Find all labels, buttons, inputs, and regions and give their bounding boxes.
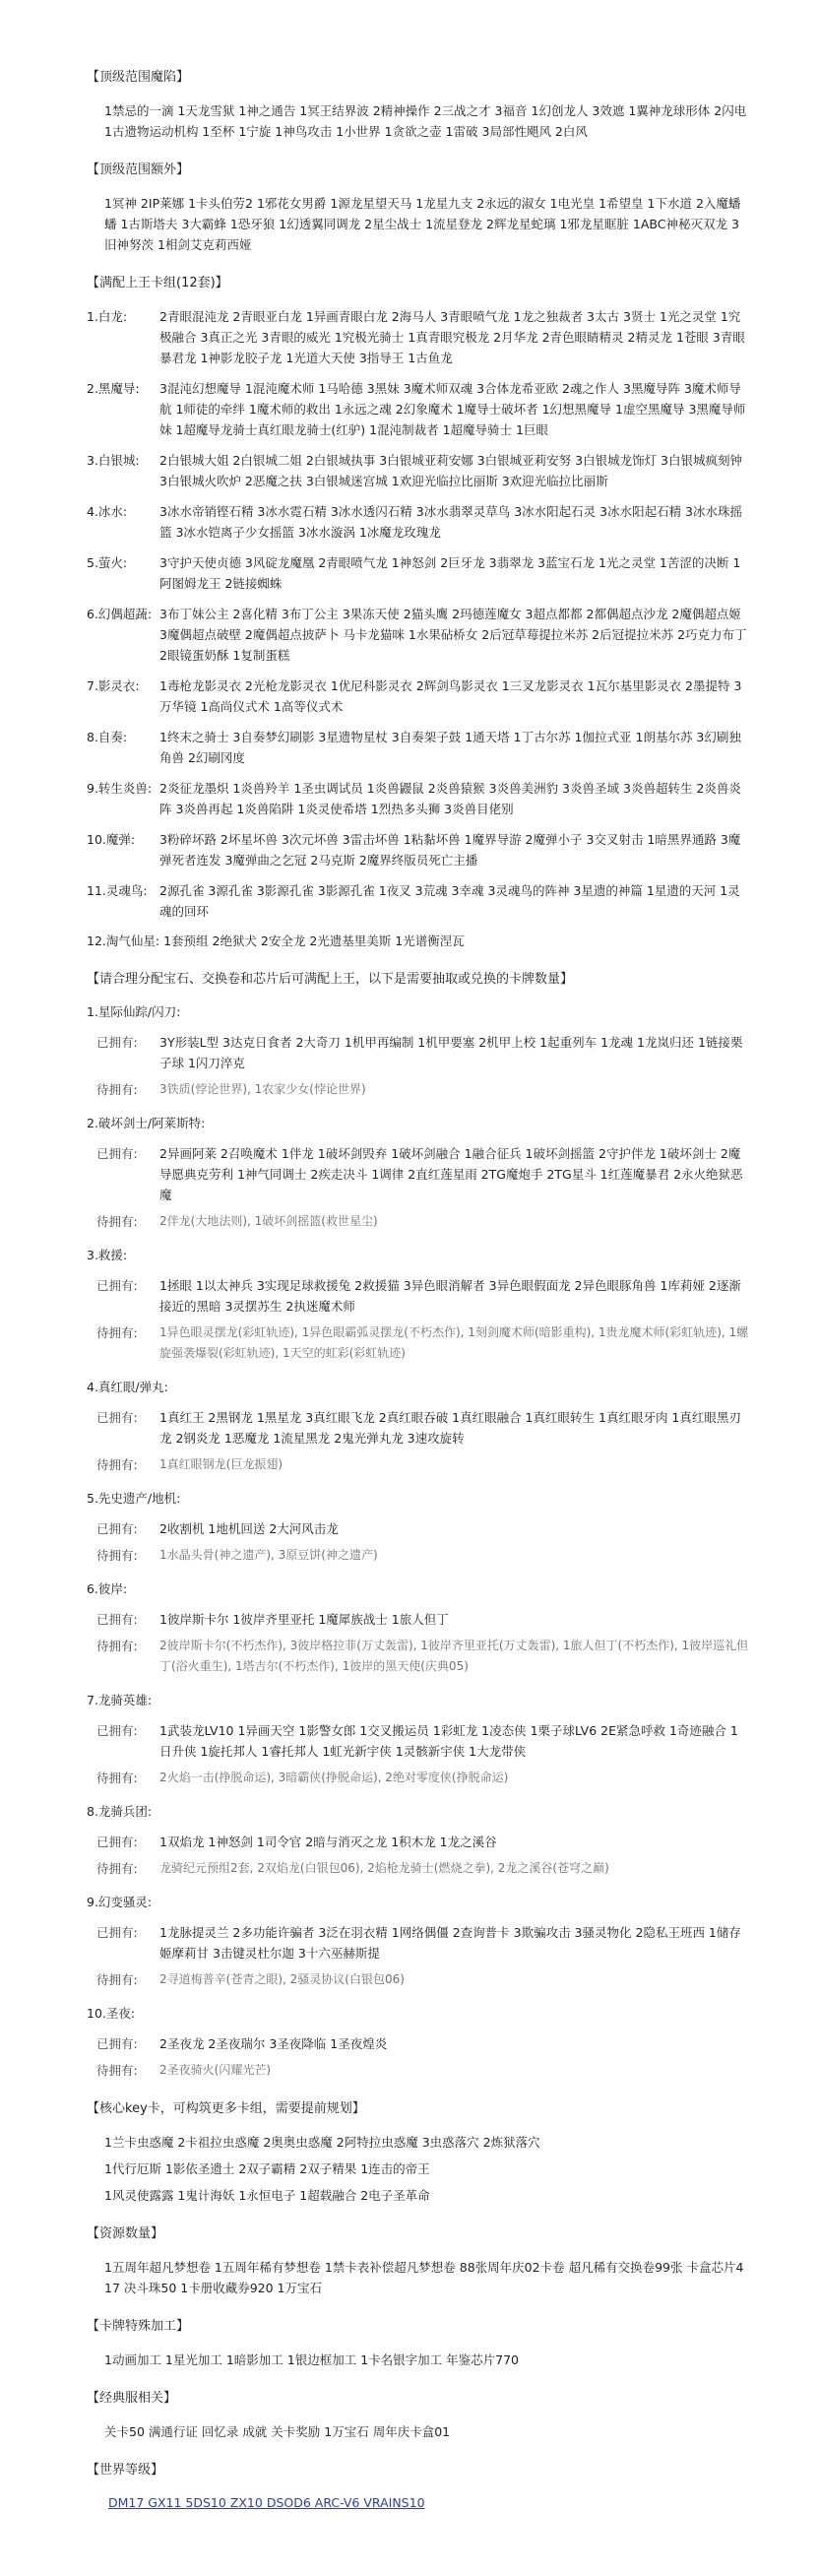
character-cards: 3混沌幻想魔导 1混沌魔术师 1马哈德 3黑妹 3魔术师双魂 3合体龙希亚欧 2魂之作人 3黑魔导阵 3魔术师导航 1师徒的牵绊 1魔术师的救出 1永远之魂 2幻象魔术 1魔导士破坏者 1幻想黑魔导 1虚空黑魔导 3黑魔导师妹 1超魔导龙骑士真红眼龙骑士(红驴) 1混沌制裁者 1超魔导骑士 1巨眼	[159, 381, 746, 437]
owned-label: 已拥有:	[96, 1035, 138, 1050]
owned-label: 已拥有:	[96, 1723, 138, 1738]
owned-value: 2异画阿莱 2召唤魔术 1伴龙 1破坏剑毁弃 1破坏剑融合 1融合征兵 1破坏剑摇篮 2守护伴龙 1破坏剑士 2魔导愿典克劳利 1神气同调士 2疾走决斗 1调律 2直红莲星雨 2TG魔炮手 2TG星斗 1红莲魔暴君 2永火绝狱恶魔	[159, 1146, 743, 1202]
exchange-title: 6.彼岸:	[87, 1581, 128, 1596]
character-cards: 3守护天使贞德 3风碇龙魔凰 2青眼喷气龙 1神怒剑 2巨牙龙 3翡翠龙 3蓝宝石龙 1光之灵堂 1苦涩的决断 1阿图姆龙王 2链接蜘蛛	[159, 555, 741, 591]
want-label: 待拥有:	[96, 1548, 138, 1563]
want-row	[96, 1454, 750, 1475]
section-top-extra	[87, 161, 750, 255]
want-label: 待拥有:	[96, 2063, 138, 2078]
owned-value: 1武装龙LV10 1异画天空 1影警女郎 1交叉搬运员 1彩虹龙 1凌态侠 1栗子球LV6 2E紧急呼救 1奇迹融合 1日升侠 1旋托邦人 1睿托邦人 1虹光新宇侠 1灵骸新宇侠 1大龙带侠	[159, 1723, 738, 1759]
want-value: 3铁质(悖论世界), 1农家少女(悖论世界)	[159, 1082, 366, 1096]
character-name: 11.灵魂鸟:	[87, 883, 148, 898]
owned-row	[96, 1407, 750, 1449]
want-row	[96, 1768, 750, 1788]
character-row	[87, 450, 750, 491]
exchange-title: 2.破坏剑士/阿莱斯特:	[87, 1116, 206, 1130]
character-name: 2.黑魔导:	[87, 381, 140, 396]
character-cards: 3粉碎坏路 2坏星坏兽 3次元坏兽 3雷击坏兽 1粘黏坏兽 1魔界导游 2魔弹小子 3交叉射击 1暗黑界通路 3魔弹死者连发 3魔弹曲之乞冠 2马克斯 2魔界终版员死亡主播	[159, 832, 741, 868]
want-value: 2火焰一击(挣脱命运), 3暗霸侠(挣脱命运), 2绝对零度侠(挣脱命运)	[159, 1771, 509, 1784]
character-cards: 2炎征龙墨炽 1炎兽羚羊 1圣虫调试员 1炎兽鼹鼠 2炎兽猿猴 3炎兽美洲豹 3炎兽圣域 3炎兽超转生 2炎兽炎阵 3炎兽再起 1炎兽陷阱 1炎灵使希塔 1烈热多头狮 3炎兽目佬别	[159, 781, 741, 816]
want-label: 待拥有:	[96, 1639, 138, 1653]
want-value: 1真红眼钢龙(巨龙振翅)	[159, 1457, 283, 1471]
owned-label: 已拥有:	[96, 1146, 138, 1161]
want-label: 待拥有:	[96, 1861, 138, 1876]
owned-label: 已拥有:	[96, 1278, 138, 1293]
exchange-title: 9.幻变骚灵:	[87, 1895, 153, 1909]
character-row	[87, 778, 750, 819]
section-special	[87, 2318, 750, 2370]
character-row	[87, 501, 750, 543]
owned-row	[96, 1720, 750, 1762]
character-cards: 2青眼混沌龙 2青眼亚白龙 1异画青眼白龙 2海马人 3青眼喷气龙 1龙之独裁者 3太古 3贤士 1光之灵堂 1究极融合 3真正之光 3青眼的威光 1究极光骑士 1真青眼究极龙 2月华龙 2青色眼睛精灵 2精灵龙 1苍眼 3青眼暴君龙 1神影龙胶子龙 1光道大天使 3指导王 1古鱼龙	[159, 309, 745, 365]
section-top-spells	[87, 69, 750, 142]
section-title: 【卡牌特殊加工】	[87, 2319, 190, 2334]
want-row	[96, 1969, 750, 1990]
owned-label: 已拥有:	[96, 1835, 138, 1849]
section-title: 【满配上王卡组(12套)】	[87, 276, 228, 290]
owned-row	[96, 1832, 750, 1852]
exchange-block	[87, 1002, 750, 1100]
want-row	[96, 2060, 750, 2081]
owned-row	[96, 1609, 750, 1630]
character-name: 1.白龙:	[87, 309, 128, 324]
owned-value: 1拯眼 1以太神兵 3实现足球救援兔 2救援猫 3异色眼消解者 3异色眼假面龙 2异色眼豚角兽 1库莉娅 2逐渐接近的黑暗 3灵摆苏生 2执迷魔术师	[159, 1278, 741, 1314]
character-name: 8.自奏:	[87, 730, 128, 744]
exchange-title: 8.龙骑兵团:	[87, 1804, 153, 1819]
want-row	[96, 1858, 750, 1879]
character-row	[87, 880, 750, 922]
exchange-title: 4.真红眼/弹丸:	[87, 1380, 168, 1394]
section-key-cards	[87, 2100, 750, 2206]
owned-row	[96, 1275, 750, 1317]
section-title: 【顶级范围额外】	[87, 162, 190, 177]
exchange-title: 10.圣夜:	[87, 2006, 136, 2021]
owned-value: 1双焰龙 1神怒剑 1司令官 2暗与消灭之龙 1积木龙 1龙之溪谷	[159, 1835, 497, 1849]
character-cards: 2白银城大姐 2白银城二姐 2白银城执事 3白银城亚莉安娜 3白银城亚莉安努 3白银城龙饰灯 3白银城疯刻钟 3白银城火吹炉 2恶魔之扶 3白银城迷宫城 1欢迎光临拉比丽斯 3欢迎光临拉比丽斯	[159, 453, 743, 488]
owned-value: 1彼岸斯卡尔 1彼岸齐里亚托 1魔犀族战士 1旅人但丁	[159, 1612, 449, 1627]
section-resources	[87, 2225, 750, 2298]
want-label: 待拥有:	[96, 1972, 138, 1987]
want-value: 1水晶头骨(神之遗产), 3原豆饼(神之遗产)	[159, 1548, 378, 1562]
character-cards: 2源孔雀 3源孔雀 3影源孔雀 3影源孔雀 1夜叉 3荒魂 3幸魂 3灵魂鸟的阵神 3星遗的神篇 1星遗的天河 1灵魂的回环	[159, 883, 740, 919]
section-text: 1动画加工 1星光加工 1暗影加工 1银边框加工 1卡名银字加工 年鉴芯片770	[104, 2352, 519, 2367]
character-row	[87, 676, 750, 717]
owned-value: 2收割机 1地机回送 2大河风击龙	[159, 1521, 339, 1536]
exchange-title: 5.先史遗产/地机:	[87, 1491, 181, 1506]
character-cards: 1终末之骑士 3自奏梦幻刷影 3星遗物星杖 3自奏架子鼓 1通天塔 1丁古尔苏 1伽拉式亚 1朗基尔苏 3幻刷独角兽 2幻刷冈度	[159, 730, 741, 765]
owned-row	[96, 2033, 750, 2054]
character-name: 6.幻偶超蔬:	[87, 607, 153, 621]
want-value: 2寻道梅普辛(苍青之眼), 2骚灵协议(白银包06)	[159, 1972, 405, 1986]
want-row	[96, 1322, 750, 1364]
owned-value: 1真红王 2黑钢龙 1黑星龙 3真红眼飞龙 2真红眼吞破 1真红眼融合 1真红眼转生 1真红眼牙肉 1真红眼黑刃龙 2钢炎龙 1恶魔龙 1流星黑龙 2鬼光弹丸龙 3速攻旋转	[159, 1410, 741, 1446]
character-row	[87, 306, 750, 368]
want-row	[96, 1545, 750, 1566]
owned-label: 已拥有:	[96, 1925, 138, 1940]
owned-value: 2圣夜龙 2圣夜瑞尔 3圣夜降临 1圣夜煌炎	[159, 2036, 388, 2051]
exchange-block	[87, 1579, 750, 1677]
owned-label: 已拥有:	[96, 2036, 138, 2051]
character-row	[87, 604, 750, 666]
section-title: 【世界等级】	[87, 2463, 164, 2478]
section-text: 1风灵使露露 1鬼计海妖 1永恒电子 1超载融合 2电子圣革命	[104, 2188, 430, 2203]
want-row	[96, 1079, 750, 1100]
section-rank	[87, 2462, 750, 2513]
character-cards: 3冰水帝销铿石精 3冰水霓石精 3冰水透闪石精 3冰水翡翠灵草鸟 3冰水阳起石灵 3冰水阳起石精 3冰水珠摇篮 3冰水铠离子少女摇篮 3冰水漩涡 1冰魔龙玫瑰龙	[159, 504, 743, 540]
want-row	[96, 1636, 750, 1677]
section-classic	[87, 2390, 750, 2442]
want-label: 待拥有:	[96, 1214, 138, 1229]
character-name: 7.影灵衣:	[87, 678, 140, 693]
character-name: 3.白银城:	[87, 453, 140, 468]
character-row	[87, 552, 750, 594]
character-name: 10.魔弹:	[87, 832, 136, 847]
character-name: 5.萤火:	[87, 555, 128, 570]
exchange-block	[87, 1691, 750, 1788]
want-value: 1异色眼灵摆龙(彩虹轨迹), 1异色眼霸弧灵摆龙(不朽杰作), 1刻剑魔术师(暗影重构), 1贵龙魔术师(彩虹轨迹), 1螺旋强袭爆裂(彩虹轨迹), 1天空的虹彩(彩虹轨迹)	[159, 1325, 749, 1360]
want-value: 2彼岸斯卡尔(不朽杰作), 3彼岸格拉菲(万丈轰雷), 1彼岸齐里亚托(万丈轰雷), 1旅人但丁(不朽杰作), 1彼岸巡礼但丁(浴火重生), 1塔吉尔(不朽杰作), 1彼岸的黑天使(庆典05)	[159, 1639, 749, 1673]
exchange-title: 3.救援:	[87, 1248, 128, 1262]
want-value: 2圣夜骑火(闪耀光芒)	[159, 2063, 271, 2077]
section-exchange	[87, 971, 750, 2081]
want-row	[96, 1211, 750, 1232]
character-row	[87, 378, 750, 440]
section-text: 1禁忌的一滴 1天龙雪狱 1神之通告 1冥王结界波 2精神操作 2三战之才 3福音 1幻创龙人 3效遮 1翼神龙球形体 2闪电 1古遗物运动机构 1至杯 1宁旋 1神鸟攻击 1小世界 1贪欲之壶 1雷破 3局部性飓风 2白风	[104, 103, 747, 139]
character-line-12: 12.淘气仙星: 1套预组 2绝狱犬 2安全龙 2光遗基里美斯 1光谱衡涅瓦	[87, 934, 465, 948]
exchange-block	[87, 1893, 750, 1990]
section-title: 【核心key卡，可构筑更多卡组，需要提前规划】	[87, 2101, 365, 2116]
section-text: 1代行厄斯 1影依圣遗土 2双子霸精 2双子精果 1连击的帝王	[104, 2161, 430, 2176]
section-title: 【请合理分配宝石、交换卷和芯片后可满配上王，以下是需要抽取或兑换的卡牌数量】	[87, 972, 574, 987]
exchange-title: 7.龙骑英雄:	[87, 1693, 153, 1707]
owned-row	[96, 1922, 750, 1964]
section-text: 关卡50 满通行证 回忆录 成就 关卡奖励 1万宝石 周年庆卡盒01	[104, 2424, 451, 2439]
character-cards: 3布丁妹公主 2喜化精 3布丁公主 3果冻天使 2猫头鹰 2玛德莲魔女 3超点都都 2都偶超点沙龙 2魔偶超点姬 3魔偶超点破壁 2魔偶超点披萨卜 马卡龙猫咪 1水果砧桥女 2后冠草莓提拉米苏 2后冠提拉米苏 2巧克力布丁 2眼镜蛋奶酥 1复制蛋糕	[159, 607, 747, 663]
section-characters	[87, 275, 750, 951]
exchange-block	[87, 1246, 750, 1364]
section-text: 1冥神 2IP莱娜 1卡头伯劳2 1邪花女男爵 1源龙星望天马 1龙星九支 2永远的淑女 1电光皇 1希望皇 1下水道 2入魔蟠蟠 1古斯塔夫 3大霸蜂 1恐牙狼 1幻透翼同调龙 2星尘战士 1流星登龙 2辉龙星蛇璃 1邪龙星眶脏 1ABC神秘灭双龙 3旧神努茨 1相剑艾克莉西娅	[104, 196, 741, 252]
owned-row	[96, 1518, 750, 1539]
section-text: 1兰卡虫惑魔 2卡祖拉虫惑魔 2奥奥虫惑魔 2阿特拉虫惑魔 3虫惑落穴 2炼狱落穴	[104, 2135, 540, 2150]
owned-label: 已拥有:	[96, 1410, 138, 1425]
exchange-block	[87, 2004, 750, 2081]
exchange-title: 1.星际仙踪/闪刀:	[87, 1004, 181, 1019]
section-text: 1五周年超凡梦想卷 1五周年稀有梦想卷 1禁卡表补偿超凡梦想卷 88张周年庆02卡卷 超凡稀有交换卷99张 卡盒芯片417 决斗珠50 1卡册收藏券920 1万宝石	[104, 2260, 744, 2295]
want-label: 待拥有:	[96, 1325, 138, 1340]
character-name: 9.转生炎兽:	[87, 781, 153, 796]
owned-label: 已拥有:	[96, 1521, 138, 1536]
owned-value: 1龙脉提灵兰 2多功能许骗者 3泛在羽衣精 1网络偶僵 2查询普卡 3欺骗攻击 3骚灵物化 2隐私王班西 1储存姬摩莉甘 3击键灵杜尔迦 3十六巫赫斯提	[159, 1925, 741, 1961]
character-row	[87, 727, 750, 768]
want-label: 待拥有:	[96, 1457, 138, 1472]
want-value: 龙骑纪元预组2套, 2双焰龙(白银包06), 2焰枪龙骑士(燃烧之拳), 2龙之溪谷(苍穹之巅)	[159, 1861, 609, 1875]
exchange-block	[87, 1489, 750, 1566]
owned-value: 3Y形装L型 3达克日食者 2大奇刀 1机甲再编制 1机甲要塞 2机甲上校 1起重列车 1龙魂 1龙岚归还 1链接栗子球 1闪刀淬克	[159, 1035, 743, 1070]
rank-text: DM17 GX11 5DS10 ZX10 DSOD6 ARC-V6 VRAINS10	[108, 2495, 425, 2510]
want-label: 待拥有:	[96, 1771, 138, 1785]
owned-row	[96, 1143, 750, 1205]
exchange-block	[87, 1378, 750, 1475]
section-title: 【经典服相关】	[87, 2391, 177, 2406]
exchange-block	[87, 1114, 750, 1232]
character-row	[87, 829, 750, 870]
exchange-block	[87, 1802, 750, 1879]
owned-label: 已拥有:	[96, 1612, 138, 1627]
want-value: 2伴龙(大地法则), 1破坏剑摇篮(救世星尘)	[159, 1214, 378, 1228]
want-label: 待拥有:	[96, 1082, 138, 1097]
character-cards: 1毒枪龙影灵衣 2光枪龙影灵衣 1优尼科影灵衣 2辉剑鸟影灵衣 1三叉龙影灵衣 1瓦尔基里影灵衣 2墨提特 3万华镜 1高尚仪式术 1高等仪式术	[159, 678, 742, 714]
section-title: 【资源数量】	[87, 2226, 164, 2241]
owned-row	[96, 1032, 750, 1073]
section-title: 【顶级范围魔陷】	[87, 70, 190, 85]
character-name: 4.冰水:	[87, 504, 128, 519]
